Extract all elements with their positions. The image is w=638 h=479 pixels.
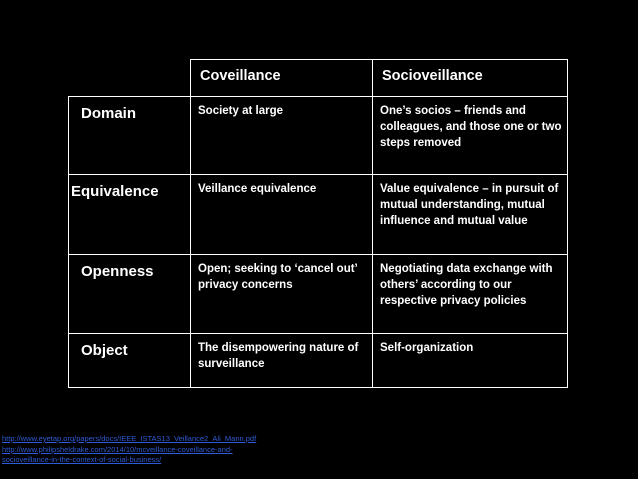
row-header-domain: Domain xyxy=(69,97,191,175)
table-row xyxy=(69,175,568,255)
table-row xyxy=(69,334,568,388)
row-header-openness: Openness xyxy=(69,255,191,334)
openness-coveillance-cell: Open; seeking to ‘cancel out’ privacy concerns xyxy=(191,255,373,334)
table-row xyxy=(69,97,568,175)
object-socioveillance-cell: Self-organization xyxy=(373,334,568,388)
openness-socioveillance-cell: Negotiating data exchange with others’ according to our respective privacy policies xyxy=(373,255,568,334)
object-coveillance-cell: The disempowering nature of surveillance xyxy=(191,334,373,388)
equivalence-socioveillance-cell: Value equivalence – in pursuit of mutual understanding, mutual influence and mutual value xyxy=(373,175,568,255)
references xyxy=(2,434,256,466)
reference-link-philipsheldrake[interactable]: http://www.philipsheldrake.com/2014/10/mcveillance-coveillance-and- xyxy=(2,444,233,454)
table-header-row xyxy=(69,60,568,97)
row-header-equivalence: Equivalence xyxy=(69,175,191,255)
comparison-table xyxy=(68,59,568,388)
domain-socioveillance-cell: One’s socios – friends and colleagues, and those one or two steps removed xyxy=(373,97,568,175)
table-row xyxy=(69,255,568,334)
table-corner-cell xyxy=(69,60,191,97)
column-header-socioveillance: Socioveillance xyxy=(373,60,568,97)
equivalence-coveillance-cell: Veillance equivalence xyxy=(191,175,373,255)
domain-coveillance-cell: Society at large xyxy=(191,97,373,175)
reference-link-philipsheldrake-continued[interactable]: socioveillance-in-the-context-of-social-business/ xyxy=(2,455,162,464)
reference-link-eyetap[interactable]: http://www.eyetap.org/papers/docs/IEEE_ISTAS13_Veillance2_Ali_Mann.pdf xyxy=(2,434,257,443)
column-header-coveillance: Coveillance xyxy=(191,60,373,97)
row-header-object: Object xyxy=(69,334,191,388)
